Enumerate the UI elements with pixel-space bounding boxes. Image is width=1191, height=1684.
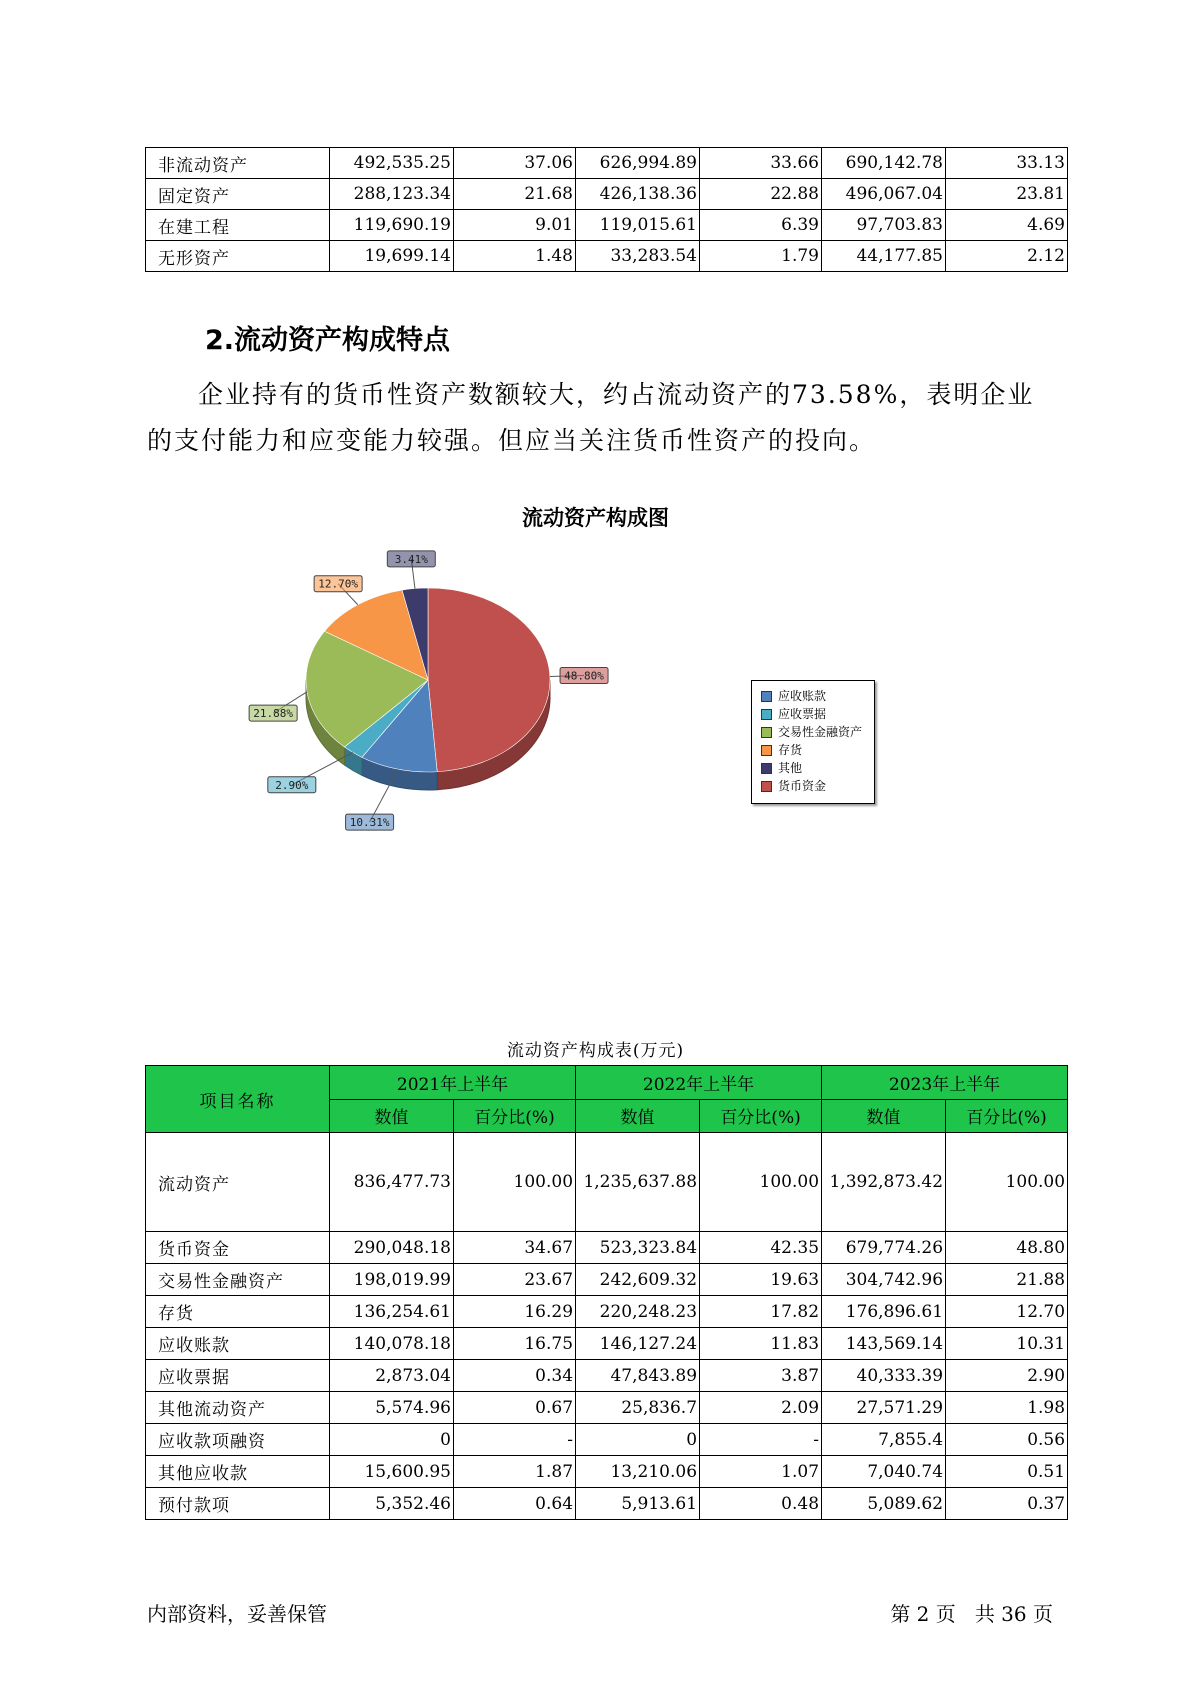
chart-title: 流动资产构成图	[522, 506, 669, 530]
legend-swatch	[761, 727, 772, 738]
table-cell: 97,703.83	[822, 210, 946, 241]
table-cell: 143,569.14	[822, 1328, 946, 1360]
table-cell	[576, 1133, 700, 1232]
data-label: 12.70%	[318, 577, 359, 591]
table-cell: 0.67	[454, 1392, 576, 1424]
table-cell: 17.82	[700, 1296, 822, 1328]
row-label: 预付款项	[146, 1488, 330, 1520]
table-row	[146, 1133, 1068, 1232]
legend-label: 应收账款	[778, 689, 827, 703]
row-label: 其他流动资产	[146, 1392, 330, 1424]
table-cell: 22.88	[700, 179, 822, 210]
table-cell: 5,574.96	[330, 1392, 454, 1424]
table-cell: 1.48	[454, 241, 576, 272]
table-cell	[822, 1133, 946, 1232]
table-cell: 23.67	[454, 1264, 576, 1296]
table-cell: 0.34	[454, 1360, 576, 1392]
table-cell	[454, 1133, 576, 1232]
cell-value: 836,477.73	[353, 1172, 451, 1192]
header-pct: 百分比(%)	[700, 1099, 822, 1133]
legend-label: 其他	[778, 761, 803, 775]
cell-value: 1,235,637.88	[583, 1172, 698, 1192]
table-cell: 13,210.06	[576, 1456, 700, 1488]
footer-confidential: 内部资料，妥善保管	[147, 1602, 327, 1626]
table-cell: 5,352.46	[330, 1488, 454, 1520]
table-cell: 0.48	[700, 1488, 822, 1520]
table-row	[146, 210, 1068, 241]
table-cell: 119,690.19	[330, 210, 454, 241]
table-cell: 2.09	[700, 1392, 822, 1424]
legend-item	[752, 687, 874, 705]
legend-item	[752, 777, 874, 795]
legend-item	[752, 741, 874, 759]
table-cell: 33.13	[946, 148, 1068, 179]
table-cell: 25,836.7	[576, 1392, 700, 1424]
table-cell: 5,089.62	[822, 1488, 946, 1520]
table-cell: 1.98	[946, 1392, 1068, 1424]
legend-swatch	[761, 709, 772, 720]
table-cell: 242,609.32	[576, 1264, 700, 1296]
legend-swatch	[761, 745, 772, 756]
row-label: 其他应收款	[146, 1456, 330, 1488]
legend-label: 存货	[778, 743, 803, 757]
table-row	[146, 1488, 1068, 1520]
non-current-assets-table	[145, 147, 1068, 272]
header-year-2021: 2021年上半年	[330, 1066, 576, 1100]
table-caption: 流动资产构成表(万元)	[506, 1041, 685, 1061]
table-cell: 16.29	[454, 1296, 576, 1328]
table-cell: 19.63	[700, 1264, 822, 1296]
table-cell: 12.70	[946, 1296, 1068, 1328]
header-year-2023: 2023年上半年	[822, 1066, 1068, 1100]
table-row	[146, 179, 1068, 210]
cell-value: 100.00	[1005, 1172, 1066, 1192]
table-cell: 33.66	[700, 148, 822, 179]
table-row	[146, 148, 1068, 179]
chart-legend	[751, 680, 875, 804]
table-cell: 176,896.61	[822, 1296, 946, 1328]
header-year-2022: 2022年上半年	[576, 1066, 822, 1100]
table-cell: 1.07	[700, 1456, 822, 1488]
table-cell: 33,283.54	[576, 241, 700, 272]
cell-value: 1,392,873.42	[829, 1172, 944, 1192]
table-row	[146, 1456, 1068, 1488]
header-value: 数值	[330, 1099, 454, 1133]
table-cell: 1.87	[454, 1456, 576, 1488]
table-cell: 146,127.24	[576, 1328, 700, 1360]
table-row	[146, 1424, 1068, 1456]
row-label: 货币资金	[146, 1232, 330, 1264]
table-cell: 496,067.04	[822, 179, 946, 210]
table-cell: 0.51	[946, 1456, 1068, 1488]
row-label: 在建工程	[146, 210, 330, 241]
footer-page-number: 第 2 页 共 36 页	[890, 1602, 1053, 1626]
table-cell: 6.39	[700, 210, 822, 241]
table-cell: 0.56	[946, 1424, 1068, 1456]
table-cell: 690,142.78	[822, 148, 946, 179]
table-cell: 9.01	[454, 210, 576, 241]
row-label: 固定资产	[146, 179, 330, 210]
table-cell: 47,843.89	[576, 1360, 700, 1392]
cell-value: 100.00	[759, 1172, 820, 1192]
header-value: 数值	[822, 1099, 946, 1133]
current-assets-table	[145, 1065, 1068, 1520]
legend-label: 交易性金融资产	[778, 725, 863, 739]
cell-value: 100.00	[513, 1172, 574, 1192]
table-cell: 288,123.34	[330, 179, 454, 210]
legend-item	[752, 723, 874, 741]
table-cell: 220,248.23	[576, 1296, 700, 1328]
table-cell: 198,019.99	[330, 1264, 454, 1296]
table-row	[146, 1296, 1068, 1328]
data-label: 3.41%	[394, 552, 428, 566]
legend-item	[752, 705, 874, 723]
table-cell: 304,742.96	[822, 1264, 946, 1296]
table-cell: 2.12	[946, 241, 1068, 272]
table-cell: 0	[576, 1424, 700, 1456]
table-cell: 5,913.61	[576, 1488, 700, 1520]
row-label: 非流动资产	[146, 148, 330, 179]
row-label: 应收款项融资	[146, 1424, 330, 1456]
table-cell: 27,571.29	[822, 1392, 946, 1424]
table-cell: 119,015.61	[576, 210, 700, 241]
legend-swatch	[761, 781, 772, 792]
table-cell	[330, 1133, 454, 1232]
table-cell: 11.83	[700, 1328, 822, 1360]
table-cell: 1.79	[700, 241, 822, 272]
table-cell: 679,774.26	[822, 1232, 946, 1264]
table-cell: 290,048.18	[330, 1232, 454, 1264]
table-cell: 15,600.95	[330, 1456, 454, 1488]
table-cell: 10.31	[946, 1328, 1068, 1360]
row-label: 交易性金融资产	[146, 1264, 330, 1296]
legend-label: 货币资金	[778, 779, 827, 793]
legend-label: 应收票据	[778, 707, 827, 721]
row-label: 存货	[146, 1296, 330, 1328]
legend-swatch	[761, 691, 772, 702]
data-label: 48.80%	[564, 669, 604, 683]
table-cell: 140,078.18	[330, 1328, 454, 1360]
table-cell: 3.87	[700, 1360, 822, 1392]
table-cell: 2,873.04	[330, 1360, 454, 1392]
table-cell: 37.06	[454, 148, 576, 179]
table-cell: 48.80	[946, 1232, 1068, 1264]
table-cell: 136,254.61	[330, 1296, 454, 1328]
table-cell: -	[454, 1424, 576, 1456]
table-cell: 0.64	[454, 1488, 576, 1520]
table-cell: 16.75	[454, 1328, 576, 1360]
table-cell: 426,138.36	[576, 179, 700, 210]
header-value: 数值	[576, 1099, 700, 1133]
table-row	[146, 1328, 1068, 1360]
table-cell	[700, 1133, 822, 1232]
table-cell: -	[700, 1424, 822, 1456]
pie-chart	[220, 552, 640, 830]
table-cell: 21.68	[454, 179, 576, 210]
analysis-paragraph: 企业持有的货币性资产数额较大，约占流动资产的73.58%，表明企业的支付能力和应变能力较强。但应当关注货币性资产的投向。	[147, 380, 1035, 455]
table-cell: 7,855.4	[822, 1424, 946, 1456]
data-label: 21.88%	[253, 707, 294, 721]
data-label: 2.90%	[275, 778, 309, 792]
row-label: 无形资产	[146, 241, 330, 272]
table-row	[146, 1392, 1068, 1424]
legend-swatch	[761, 763, 772, 774]
table-cell: 7,040.74	[822, 1456, 946, 1488]
header-item-name: 项目名称	[146, 1066, 330, 1133]
section-heading: 2.流动资产构成特点	[205, 325, 451, 356]
table-row	[146, 1360, 1068, 1392]
table-cell: 34.67	[454, 1232, 576, 1264]
table-cell: 23.81	[946, 179, 1068, 210]
table-cell: 2.90	[946, 1360, 1068, 1392]
header-pct: 百分比(%)	[946, 1099, 1068, 1133]
table-cell	[946, 1133, 1068, 1232]
table-cell: 44,177.85	[822, 241, 946, 272]
table-cell: 19,699.14	[330, 241, 454, 272]
row-label: 应收票据	[146, 1360, 330, 1392]
table-row	[146, 241, 1068, 272]
table-row	[146, 1232, 1068, 1264]
table-cell: 21.88	[946, 1264, 1068, 1296]
table-cell: 0.37	[946, 1488, 1068, 1520]
header-pct: 百分比(%)	[454, 1099, 576, 1133]
table-row	[146, 1264, 1068, 1296]
table-cell: 42.35	[700, 1232, 822, 1264]
data-label: 10.31%	[349, 816, 390, 830]
table-cell: 0	[330, 1424, 454, 1456]
legend-item	[752, 759, 874, 777]
table-cell: 626,994.89	[576, 148, 700, 179]
row-label: 应收账款	[146, 1328, 330, 1360]
table-cell: 523,323.84	[576, 1232, 700, 1264]
table-cell: 4.69	[946, 210, 1068, 241]
table-cell: 492,535.25	[330, 148, 454, 179]
row-label: 流动资产	[146, 1133, 330, 1232]
table-cell: 40,333.39	[822, 1360, 946, 1392]
